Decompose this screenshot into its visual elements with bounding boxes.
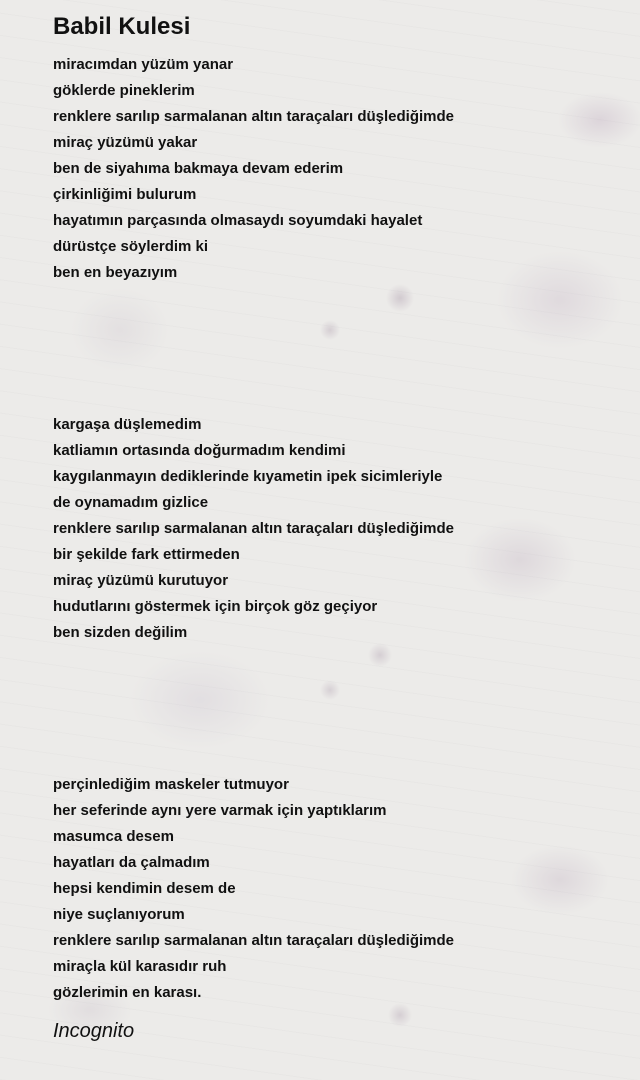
poem-line: hayatları da çalmadım <box>53 854 210 871</box>
poem-line: göklerde pineklerim <box>53 82 195 99</box>
poem-line: miraç yüzümü kurutuyor <box>53 572 229 589</box>
poem-line: miraçla kül karasıdır ruh <box>53 958 227 975</box>
stanza-1 <box>53 52 613 286</box>
poem-page <box>53 12 613 1044</box>
poem-line: katliamın ortasında doğurmadım kendimi <box>53 442 346 459</box>
poem-line: kaygılanmayın dediklerinde kıyametin ipek sicimleriyle <box>53 468 443 485</box>
poem-line: miraç yüzümü yakar <box>53 134 198 151</box>
poem-line: ben en beyazıyım <box>53 264 178 281</box>
stanza-2 <box>53 412 613 646</box>
poem-line: de oynamadım gizlice <box>53 494 209 511</box>
poem-title: Babil Kulesi <box>53 13 191 40</box>
poem-line: her seferinde aynı yere varmak için yaptıklarım <box>53 802 387 819</box>
poem-line: kargaşa düşlemedim <box>53 416 202 433</box>
poem-line: ben de siyahıma bakmaya devam ederim <box>53 160 344 177</box>
poem-line: ben sizden değilim <box>53 624 188 641</box>
poem-line: hayatımın parçasında olmasaydı soyumdaki hayalet <box>53 212 423 229</box>
poem-line: renklere sarılıp sarmalanan altın taraçaları düşlediğimde <box>53 932 455 949</box>
poem-line: renklere sarılıp sarmalanan altın taraçaları düşlediğimde <box>53 520 455 537</box>
stanza-3 <box>53 772 613 1006</box>
poem-author: Incognito <box>53 1020 135 1042</box>
poem-line: çirkinliğimi bulurum <box>53 186 197 203</box>
poem-line: gözlerimin en karası. <box>53 984 202 1001</box>
poem-line: masumca desem <box>53 828 174 845</box>
poem-line: perçinlediğim maskeler tutmuyor <box>53 776 289 793</box>
poem-line: niye suçlanıyorum <box>53 906 185 923</box>
poem-line: hepsi kendimin desem de <box>53 880 236 897</box>
poem-line: miracımdan yüzüm yanar <box>53 56 234 73</box>
poem-line: hudutlarını göstermek için birçok göz geçiyor <box>53 598 378 615</box>
poem-line: renklere sarılıp sarmalanan altın taraçaları düşlediğimde <box>53 108 455 125</box>
poem-line: dürüstçe söylerdim ki <box>53 238 209 255</box>
poem-line: bir şekilde fark ettirmeden <box>53 546 240 563</box>
